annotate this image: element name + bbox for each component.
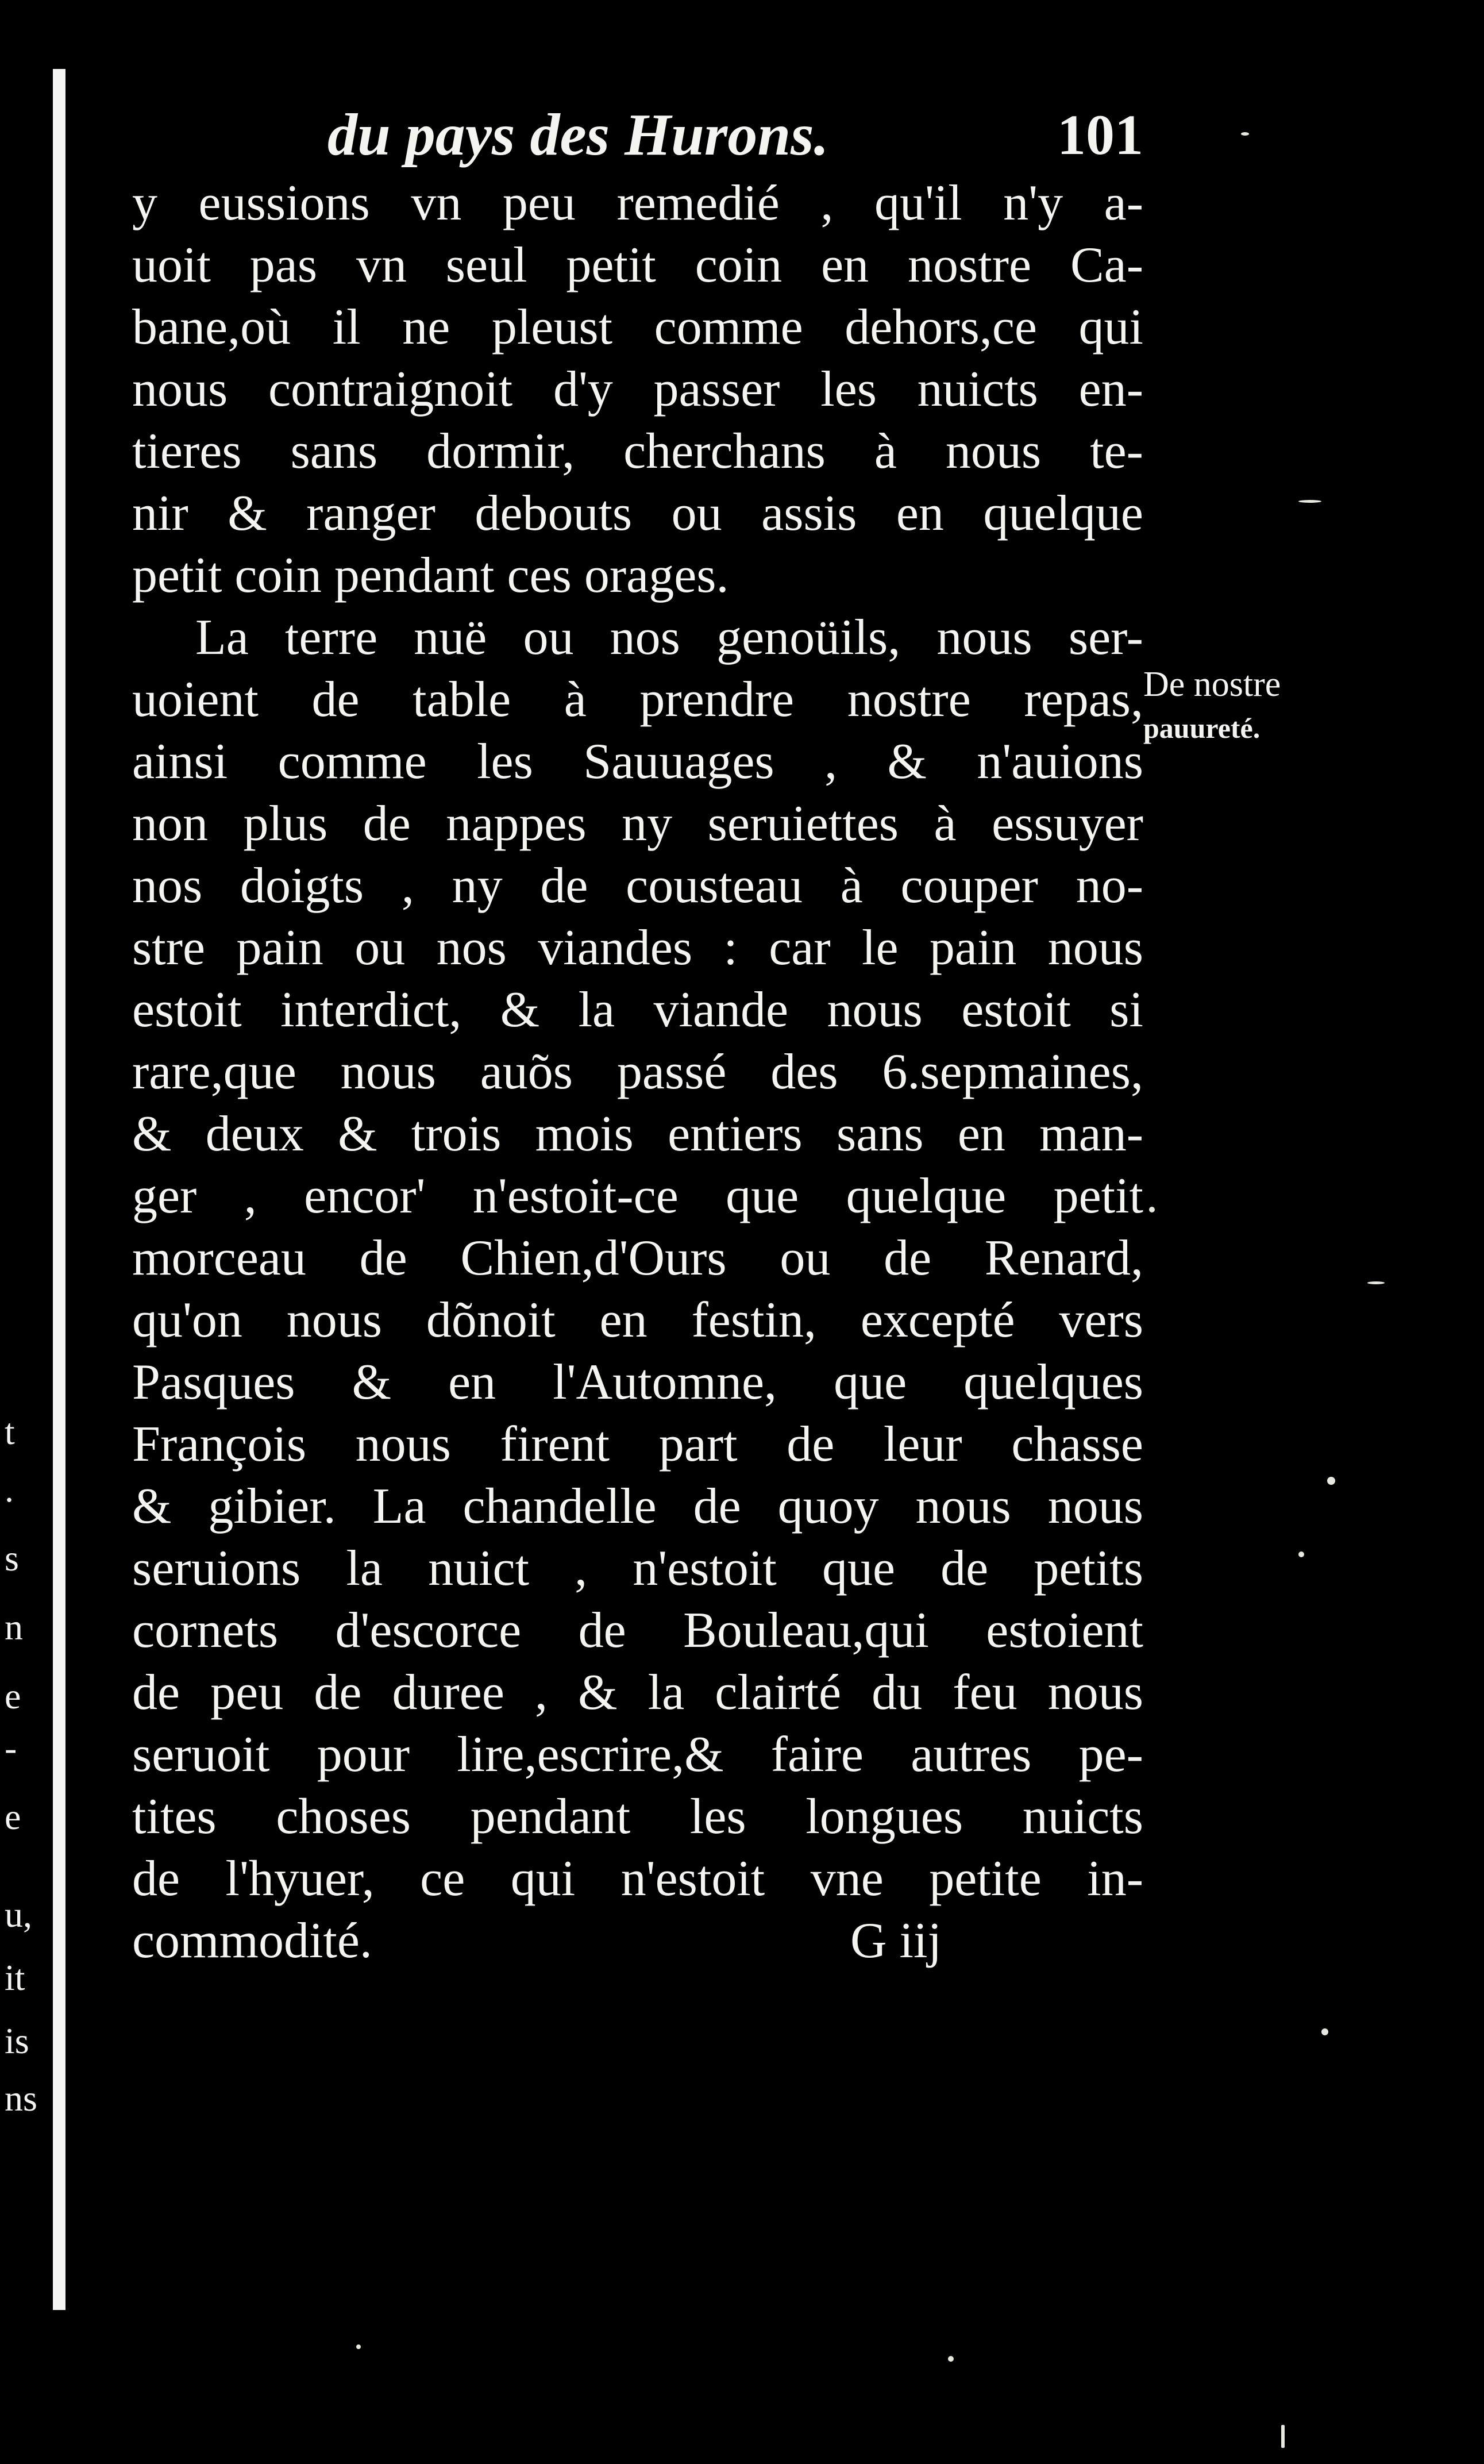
text-line: de peu de duree , & la clairté du feu nous bbox=[132, 1665, 1143, 1720]
scan-speck bbox=[1327, 1477, 1335, 1485]
text-line: cornets d'escorce de Bouleau,qui estoient bbox=[132, 1603, 1143, 1658]
running-head bbox=[132, 98, 1143, 172]
text-line: uoient de table à prendre nostre repas, bbox=[132, 672, 1143, 727]
text-line: seruoit pour lire,escrire,& faire autres pe- bbox=[132, 1727, 1143, 1782]
text-line: y eussions vn peu remedié , qu'il n'y a- bbox=[132, 175, 1143, 231]
adjacent-page-fragment: . bbox=[5, 1469, 14, 1510]
text-line: non plus de nappes ny seruiettes à essuyer bbox=[132, 796, 1143, 852]
text-line: François nous firent part de leur chasse bbox=[132, 1416, 1143, 1472]
margin-note-line: pauureté. bbox=[1143, 712, 1261, 744]
text-line: nous contraignoit d'y passer les nuicts en- bbox=[132, 361, 1143, 417]
text-page bbox=[132, 98, 1143, 1972]
text-line: nir & ranger debouts ou assis en quelque bbox=[132, 486, 1143, 541]
text-line: stre pain ou nos viandes : car le pain nous bbox=[132, 920, 1143, 976]
adjacent-page-fragment: it bbox=[5, 1957, 25, 1998]
text-line: uoit pas vn seul petit coin en nostre Ca- bbox=[132, 237, 1143, 293]
text-line: tieres sans dormir, cherchans à nous te- bbox=[132, 424, 1143, 479]
text-line: ainsi comme les Sauuages , & n'auions bbox=[132, 734, 1143, 790]
adjacent-page-edge bbox=[0, 0, 69, 2464]
adjacent-page-fragment: is bbox=[5, 2020, 29, 2061]
adjacent-page-fragment: t bbox=[5, 1411, 15, 1452]
text-line: nos doigts , ny de cousteau à couper no- bbox=[132, 858, 1143, 914]
adjacent-page-fragment: e bbox=[5, 1676, 21, 1716]
text-line: & deux & trois mois entiers sans en man- bbox=[132, 1106, 1143, 1162]
text-line: seruions la nuict , n'estoit que de petits bbox=[132, 1541, 1143, 1596]
scan-speck bbox=[1298, 1551, 1304, 1557]
text-line: ger , encor' n'estoit-ce que quelque petit bbox=[132, 1168, 1143, 1224]
adjacent-page-fragment: e bbox=[5, 1796, 21, 1837]
margin-note bbox=[1143, 661, 1385, 748]
scan-speck bbox=[1367, 1281, 1385, 1284]
scan-speck bbox=[356, 2344, 361, 2349]
scan-speck bbox=[1321, 2028, 1328, 2035]
scan-speck bbox=[948, 2356, 954, 2362]
text-line: Pasques & en l'Automne, que quelques bbox=[132, 1354, 1143, 1410]
running-title: du pays des Hurons. bbox=[327, 102, 829, 168]
page-gutter-line bbox=[53, 69, 65, 2310]
adjacent-page-fragment: u, bbox=[5, 1894, 32, 1935]
text-line: tites choses pendant les longues nuicts bbox=[132, 1789, 1143, 1845]
text-line: morceau de Chien,d'Ours ou de Renard, bbox=[132, 1230, 1143, 1286]
text-line: de l'hyuer, ce qui n'estoit vne petite in- bbox=[132, 1851, 1143, 1907]
text-line: & gibier. La chandelle de quoy nous nous bbox=[132, 1479, 1143, 1534]
text-line: estoit interdict, & la viande nous estoit si bbox=[132, 982, 1143, 1038]
paragraph-start-line: La terre nuë ou nos genoüils, nous ser- bbox=[195, 610, 1143, 665]
adjacent-page-fragment: n bbox=[5, 1607, 23, 1647]
margin-note-line: De nostre bbox=[1143, 665, 1281, 704]
page-number: 101 bbox=[1057, 103, 1143, 167]
scan-speck bbox=[1281, 2425, 1285, 2448]
adjacent-page-fragment: - bbox=[5, 1727, 17, 1768]
text-line-final: commodité. bbox=[132, 1913, 372, 1969]
text-line: rare,que nous auõs passé des 6.sepmaines, bbox=[132, 1044, 1143, 1100]
scan-speck bbox=[1149, 1207, 1155, 1212]
scan-speck bbox=[1241, 132, 1249, 136]
adjacent-page-fragment: ns bbox=[5, 2078, 37, 2119]
body-text bbox=[132, 172, 1143, 1910]
signature-mark: G iij bbox=[850, 1913, 942, 1969]
page-footer-line bbox=[132, 1910, 1143, 1972]
text-line: qu'on nous dõnoit en festin, excepté vers bbox=[132, 1292, 1143, 1348]
text-line: bane,où il ne pleust comme dehors,ce qui bbox=[132, 299, 1143, 355]
text-line: petit coin pendant ces orages. bbox=[132, 548, 729, 603]
adjacent-page-fragment: s bbox=[5, 1538, 19, 1578]
scan-speck bbox=[1298, 500, 1321, 503]
